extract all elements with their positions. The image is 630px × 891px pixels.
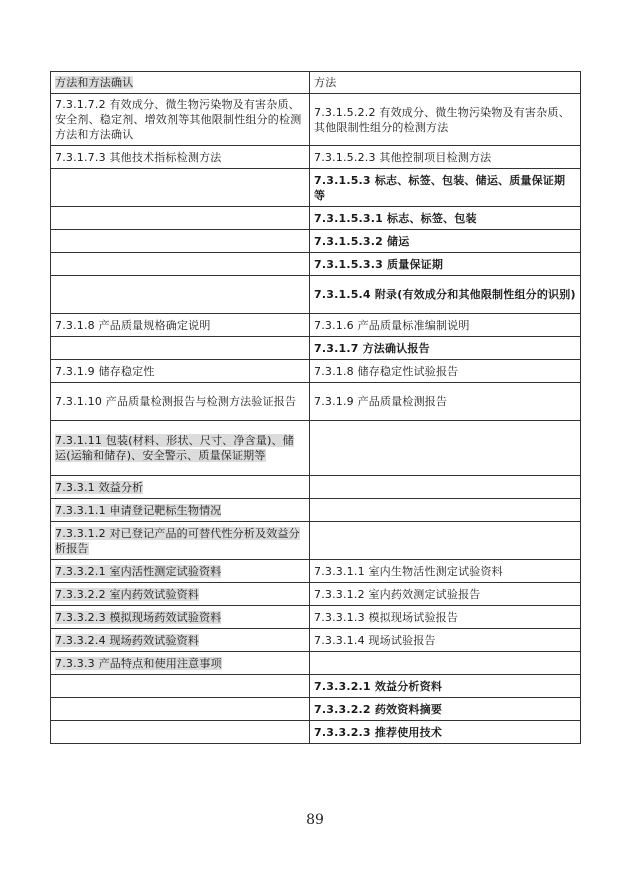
table-row — [51, 314, 581, 337]
table-row — [51, 360, 581, 383]
table-row — [51, 253, 581, 276]
table-cell-right: 7.3.3.1.3 模拟现场试验报告 — [310, 606, 581, 629]
table-row — [51, 146, 581, 169]
table-cell-right: 7.3.1.5.3.1 标志、标签、包装 — [310, 207, 581, 230]
table-cell-right — [310, 421, 581, 476]
table-cell-right — [310, 499, 581, 522]
table-cell-right: 7.3.3.2.2 药效资料摘要 — [310, 698, 581, 721]
table-cell-left: 7.3.3.2.4 现场药效试验资料 — [51, 629, 310, 652]
table-cell-right: 7.3.1.5.2.2 有效成分、微生物污染物及有害杂质、其他限制性组分的检测方法 — [310, 94, 581, 146]
table-cell-right: 7.3.3.1.1 室内生物活性测定试验资料 — [310, 560, 581, 583]
table-cell-right — [310, 522, 581, 560]
table-row — [51, 383, 581, 421]
table-cell-left: 7.3.3.1 效益分析 — [51, 476, 310, 499]
table-cell-left — [51, 230, 310, 253]
table-cell-right: 7.3.1.5.2.3 其他控制项目检测方法 — [310, 146, 581, 169]
page-number: 89 — [306, 812, 324, 828]
table-header-row — [51, 72, 581, 94]
table-row — [51, 169, 581, 207]
table-cell-left — [51, 675, 310, 698]
table-row — [51, 583, 581, 606]
table-cell-right — [310, 476, 581, 499]
header-cell-left: 方法和方法确认 — [51, 72, 310, 94]
table-cell-left: 7.3.1.11 包装(材料、形状、尺寸、净含量)、储运(运输和储存)、安全警示、质量保证期等 — [51, 421, 310, 476]
table-cell-right: 7.3.1.5.3.3 质量保证期 — [310, 253, 581, 276]
table-cell-right: 7.3.1.9 产品质量检测报告 — [310, 383, 581, 421]
table-cell-right: 7.3.1.5.4 附录(有效成分和其他限制性组分的识别) — [310, 276, 581, 314]
table-cell-right: 7.3.1.7 方法确认报告 — [310, 337, 581, 360]
table-row — [51, 230, 581, 253]
table-cell-right — [310, 652, 581, 675]
table-row — [51, 629, 581, 652]
table-cell-right: 7.3.1.5.3 标志、标签、包装、储运、质量保证期等 — [310, 169, 581, 207]
table-cell-right: 7.3.3.1.2 室内药效测定试验报告 — [310, 583, 581, 606]
table-row — [51, 94, 581, 146]
table-row — [51, 476, 581, 499]
table-cell-left — [51, 253, 310, 276]
table-row — [51, 675, 581, 698]
table-row — [51, 652, 581, 675]
table-cell-left: 7.3.3.1.1 申请登记靶标生物情况 — [51, 499, 310, 522]
table-row — [51, 207, 581, 230]
table-cell-left: 7.3.1.7.2 有效成分、微生物污染物及有害杂质、安全剂、稳定剂、增效剂等其他限制性组分的检测方法和方法确认 — [51, 94, 310, 146]
table-body — [51, 72, 581, 744]
table-cell-left — [51, 276, 310, 314]
table-cell-right: 7.3.1.8 储存稳定性试验报告 — [310, 360, 581, 383]
table-cell-right: 7.3.3.2.1 效益分析资料 — [310, 675, 581, 698]
table-cell-left: 7.3.3.2.2 室内药效试验资料 — [51, 583, 310, 606]
table-cell-left: 7.3.3.3 产品特点和使用注意事项 — [51, 652, 310, 675]
table-row — [51, 421, 581, 476]
table-cell-left — [51, 698, 310, 721]
table-cell-left: 7.3.1.7.3 其他技术指标检测方法 — [51, 146, 310, 169]
table-row — [51, 337, 581, 360]
table-row — [51, 698, 581, 721]
table-row — [51, 276, 581, 314]
table-cell-left: 7.3.3.1.2 对已登记产品的可替代性分析及效益分析报告 — [51, 522, 310, 560]
table-cell-left — [51, 337, 310, 360]
table-row — [51, 721, 581, 744]
table-cell-left — [51, 207, 310, 230]
table-cell-right: 7.3.3.2.3 推荐使用技术 — [310, 721, 581, 744]
table-cell-right: 7.3.1.5.3.2 储运 — [310, 230, 581, 253]
table-row — [51, 606, 581, 629]
table-cell-left: 7.3.3.2.1 室内活性测定试验资料 — [51, 560, 310, 583]
table-cell-left — [51, 169, 310, 207]
table-cell-left — [51, 721, 310, 744]
table-row — [51, 522, 581, 560]
table-row — [51, 560, 581, 583]
table-cell-left: 7.3.1.8 产品质量规格确定说明 — [51, 314, 310, 337]
table-cell-left: 7.3.3.2.3 模拟现场药效试验资料 — [51, 606, 310, 629]
table-cell-left: 7.3.1.9 储存稳定性 — [51, 360, 310, 383]
table-cell-right: 7.3.3.1.4 现场试验报告 — [310, 629, 581, 652]
table-row — [51, 499, 581, 522]
table-cell-right: 7.3.1.6 产品质量标准编制说明 — [310, 314, 581, 337]
header-cell-right: 方法 — [310, 72, 581, 94]
table-cell-left: 7.3.1.10 产品质量检测报告与检测方法验证报告 — [51, 383, 310, 421]
method-comparison-table — [50, 71, 581, 744]
